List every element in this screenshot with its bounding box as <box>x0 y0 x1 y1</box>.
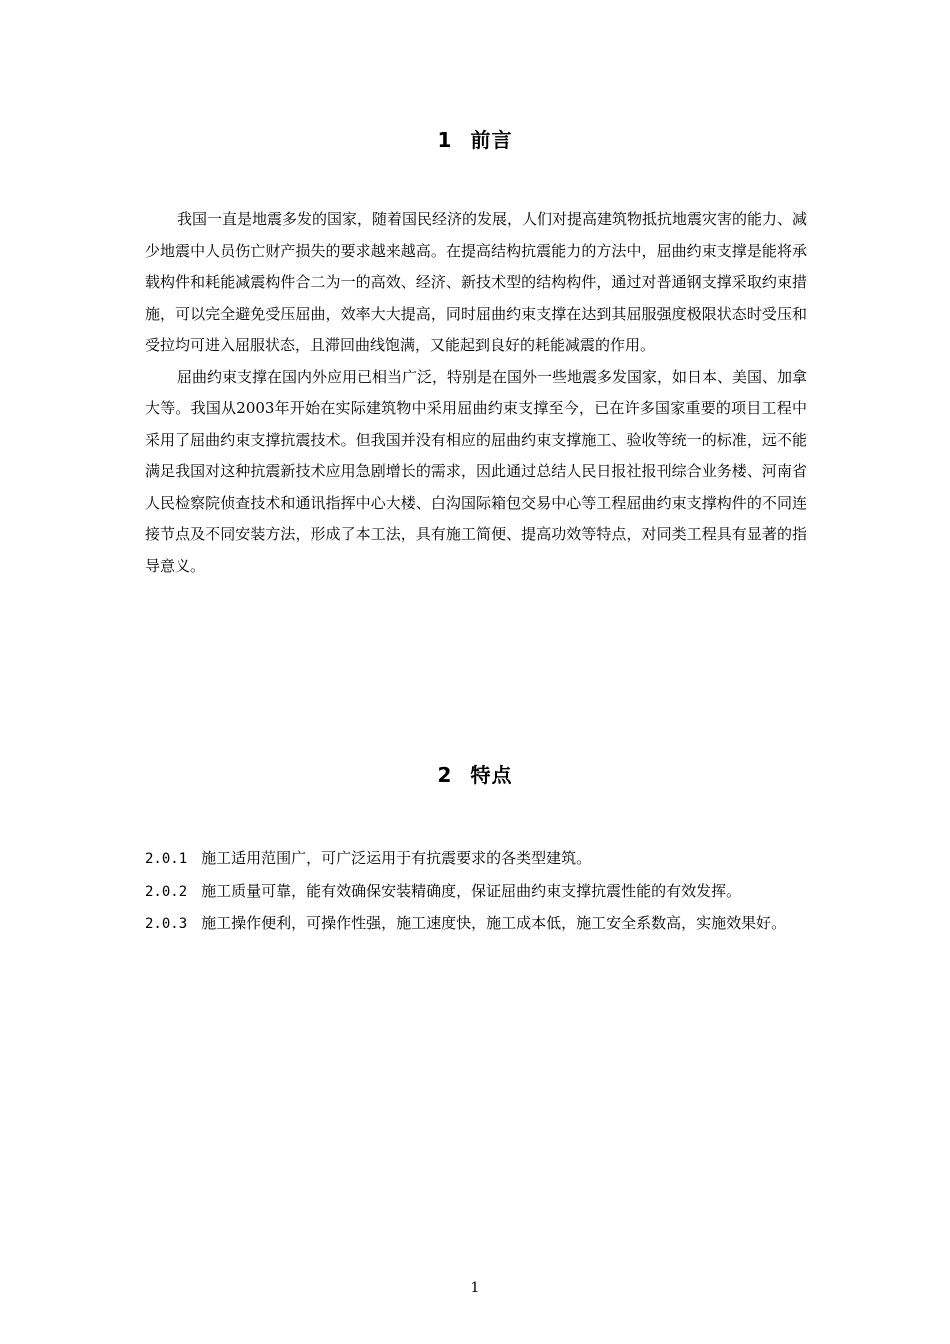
item-number: 2.0.2 <box>145 883 188 900</box>
item-text: 施工操作便利，可操作性强，施工速度快，施工成本低，施工安全系数高，实施效果好。 <box>201 914 787 932</box>
feature-list <box>145 843 807 941</box>
list-item <box>145 843 807 876</box>
item-text: 施工质量可靠，能有效确保安装精确度，保证屈曲约束支撑抗震性能的有效发挥。 <box>201 881 742 900</box>
section-title: 特点 <box>470 763 513 787</box>
item-number: 2.0.3 <box>145 916 188 932</box>
item-text: 施工适用范围广，可广泛运用于有抗震要求的各类型建筑。 <box>201 849 592 867</box>
section-heading-preface <box>0 126 950 154</box>
list-item <box>145 876 807 909</box>
section-number: 1 <box>437 128 453 152</box>
preface-body <box>145 204 807 582</box>
list-item <box>145 908 807 941</box>
paragraph: 我国一直是地震多发的国家，随着国民经济的发展，人们对提高建筑物抵抗地震灾害的能力、减少地震中人员伤亡财产损失的要求越来越高。在提高结构抗震能力的方法中，屈曲约束支撑是能将承载构件和耗能减震构件合二为一的高效、经济、新技术型的结构构件，通过对普通钢支撑采取约束措施，可以完全避免受压屈曲，效率大大提高，同时屈曲约束支撑在达到其屈服强度极限状态时受压和受拉均可进入屈服状态，且滞回曲线饱满，又能起到良好的耗能减震的作用。 <box>145 210 808 354</box>
page-number: 1 <box>470 1280 480 1296</box>
paragraph: 屈曲约束支撑在国内外应用已相当广泛，特别是在国外一些地震多发国家，如日本、美国、加拿大等。我国从2003年开始在实际建筑物中采用屈曲约束支撑至今，已在许多国家重要的项目工程中采用了屈曲约束支撑抗震技术。但我国并没有相应的屈曲约束支撑施工、验收等统一的标准，远不能满足我国对这种抗震新技术应用急剧增长的需求，因此通过总结人民日报社报刊综合业务楼、河南省人民检察院侦查技术和通讯指挥中心大楼、白沟国际箱包交易中心等工程屈曲约束支撑构件的不同连接节点及不同安装方法，形成了本工法，具有施工简便、提高功效等特点，对同类工程具有显著的指导意义。 <box>145 367 808 575</box>
section-title: 前言 <box>470 128 513 152</box>
section-number: 2 <box>437 763 453 787</box>
item-number: 2.0.1 <box>145 851 188 867</box>
section-heading-features <box>0 761 950 789</box>
